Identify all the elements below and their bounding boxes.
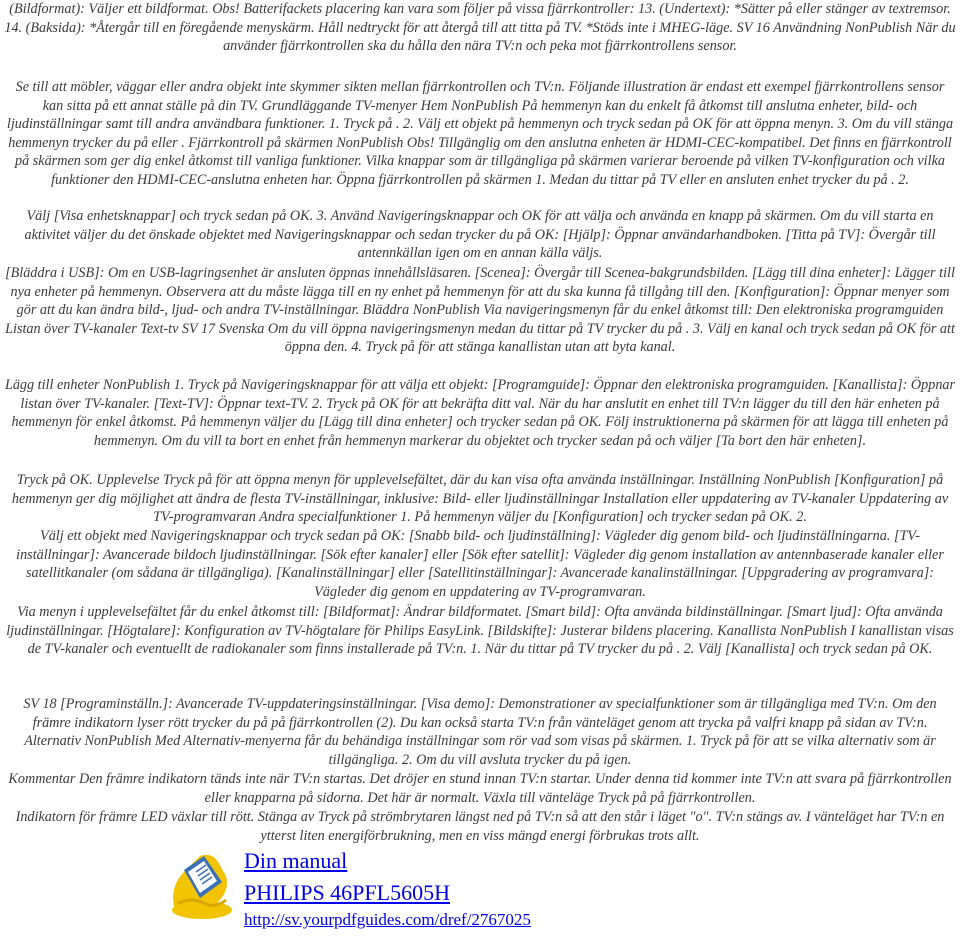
download-url-link[interactable]: http://sv.yourpdfguides.com/dref/2767025 [244,910,531,929]
paragraph-basic-menus: Se till att möbler, väggar eller andra objekt inte skymmer sikten mellan fjärrkontrollen och TV:n. Följande illustration är endast ett exempel fjärrkontrollens sensor kan sitta på ett annat ställe på din TV. Grundläggande TV-menyer Hem NonPublish På hemmenyn kan du enkelt få åtkomst till anslutna enheter, bild- och ljudinställningar samt till andra användbara funktioner. 1. Tryck på . 2. Välj ett objekt på hemmenyn och tryck sedan på OK för att öppna menyn. 3. Om du vill stänga hemmenyn trycker du på eller . Fjärrkontroll på skärmen NonPublish Obs! Tillgänglig om den anslutna enheten är HDMI-CEC-kompatibel. Det finns en fjärrkontroll på skärmen som ger dig enkel åtkomst till vanliga funktioner. Vilka knappar som är tillgängliga på skärmen varierar beroende på vilken TV-konfiguration och vilka funktioner den HDMI-CEC-anslutna enheten har. Öppna fjärrkontrollen på skärmen 1. Medan du tittar på TV eller en ansluten enhet trycker du på . 2. [6,79,954,188]
paragraph-show-device-buttons: Välj [Visa enhetsknappar] och tryck sedan på OK. 3. Använd Navigeringsknappar och OK för att välja och använda en knapp på skärmen. Om du vill starta en aktivitet väljer du det önskade objektet med Navigeringsknappar och sedan trycker du på OK: [Hjälp]: Öppnar användarhandboken. [Titta på TV]: Övergår till antennkällan igen om en annan källa väljs. [24,208,936,262]
paragraph-options: SV 18 [Programinställn.]: Avancerade TV-uppdateringsinställningar. [Visa demo]: Demonstrationer av specialfunktioner som är tillgängliga med TV:n. Om den främre indikatorn lyser rött trycker du på på fjärrkontrollen (2). Du kan också starta TV:n från vänteläget genom att trycka på valfri knapp på sidan av TV:n. Alternativ NonPublish Med Alternativ-menyerna får du behändiga inställningar som rör vad som visas på skärmen. 1. Tryck på för att se vilka alternativ som är tillgängliga. 2. Om du vill avsluta trycker du på igen. [23,696,937,768]
paragraph-add-devices: Lägg till enheter NonPublish 1. Tryck på Navigeringsknappar för att välja ett objekt: [Programguide]: Öppnar den elektroniska programguiden. [Kanallista]: Öppnar listan över TV-kanaler. [Text-TV]: Öppnar text-TV. 2. Tryck på OK för att bekräfta ditt val. När du har anslutit en enhet till TV:n lägger du till den här enheten på hemmenyn för enkel åtkomst. På hemmenyn väljer du [Lägg till dina enheter] och trycker sedan på OK. Följ instruktionerna på skärmen för att lägga till enheten på hemmenyn. Om du vill ta bort en enhet från hemmenyn markerar du objektet och trycker sedan på och väljer [Ta bort den här enheten]. [4,377,956,449]
pdf-document-icon [160,846,240,926]
paragraph-comment: Kommentar Den främre indikatorn tänds inte när TV:n startas. Det dröjer en stund innan TV:n startar. Under denna tid kommer inte TV:n att svara på fjärrkontrollen eller knapparna på sidorna. Det här är normalt. Växla till vänteläge Tryck på på fjärrkontrollen. [8,771,952,806]
paragraph-channel-list: Via menyn i upplevelsefältet får du enkel åtkomst till: [Bildformat]: Ändrar bildformatet. [Smart bild]: Ofta använda bildinställningar. [Smart ljud]: Ofta använda ljudinställningar. [Högtalare]: Konfiguration av TV-högtalare för Philips EasyLink. [Bildskifte]: Justerar bildens placering. Kanallista NonPublish I kanallistan visas de TV-kanaler och eventuellt de radiokanaler som finns installerade på TV:n. 1. När du tittar på TV trycker du på . 2. Välj [Kanallista] och tryck sedan på OK. [6,604,954,658]
paragraph-setup-items: Välj ett objekt med Navigeringsknappar och tryck sedan på OK: [Snabb bild- och ljudinställning]: Vägleder dig genom bild- och ljudinställningarna. [TV-inställningar]: Avancerade bildoch ljudinställningar. [Sök efter kanaler] eller [Sök efter satellit]: Vägleder dig genom installation av antennbaserade kanaler eller satellitkanaler (om sådana är tillgängliga). [Kanalinställningar] eller [Satellitinställningar]: Avancerade kanalinställningar. [Uppgradering av programvara]: Vägleder dig genom en uppdatering av TV-programvaran. [16,528,944,600]
paragraph-remote-functions: (Bildformat): Väljer ett bildformat. Obs! Batterifackets placering kan vara som följer på vissa fjärrkontroller: 13. (Undertext): *Sätter på eller stänger av textremsor. 14. (Baksida): *Återgår till en föregående menyskärm. Håll nedtryckt för att återgå till att titta på TV. *Stöds inte i MHEG-läge. SV 16 Användning NonPublish När du använder fjärrkontrollen ska du hålla den nära TV:n och peka mot fjärrkontrollens sensor. [4,1,956,55]
paragraph-browse-usb: [Bläddra i USB]: Om en USB-lagringsenhet är ansluten öppnas innehållsläsaren. [Scenea]: Övergår till Scenea-bakgrundsbilden. [Lägg till dina enheter]: Lägger till nya enheter på hemmenyn. Observera att du måste lägga till en ny enhet på hemmenyn för att du ska kunna få tillgång till den. [Konfiguration]: Öppnar menyer som gör att du kan ändra bild-, ljud- och andra TV-inställningar. Bläddra NonPublish Via navigeringsmenyn får du enkel åtkomst till: Den elektroniska programguiden Listan över TV-kanaler Text-tv SV 17 Svenska Om du vill öppna navigeringsmenyn medan du tittar på TV trycker du på . 3. Välj en kanal och tryck sedan på OK för att öppna den. 4. Tryck på för att stänga kanallistan utan att byta kanal. [5,265,955,356]
paragraph-standby: Indikatorn för främre LED växlar till rött. Stänga av Tryck på strömbrytaren längst ned på TV:n så att den står i läget "o". TV:n stängs av. I vänteläget har TV:n en ytterst liten energiförbrukning, men en viss mängd energi förbrukas trots allt. [15,809,945,844]
manual-link[interactable]: Din manual [244,848,348,873]
manual-footer [160,846,660,941]
model-link[interactable]: PHILIPS 46PFL5605H [244,880,450,905]
paragraph-experience: Tryck på OK. Upplevelse Tryck på för att öppna menyn för upplevelsefältet, där du kan visa ofta använda inställningar. Inställning NonPublish [Konfiguration] på hemmenyn ger dig möjlighet att ändra de flesta TV-inställningar, inklusive: Bild- eller ljudinställningar Installation eller uppdatering av TV-kanaler Uppdatering av TV-programvaran Andra specialfunktioner 1. På hemmenyn väljer du [Konfiguration] och trycker sedan på OK. 2. [11,472,949,526]
